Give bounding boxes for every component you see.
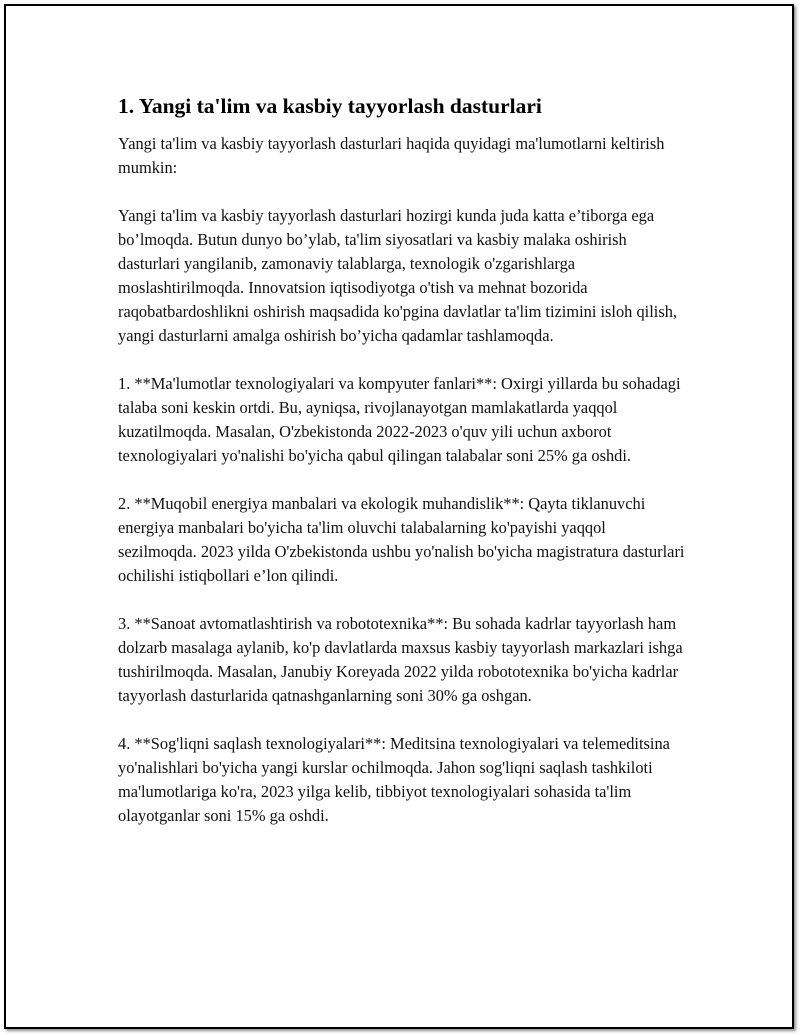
list-item-1: 1. **Ma'lumotlar texnologiyalari va kompyuter fanlari**: Oxirgi yillarda bu sohadagi talaba soni keskin ortdi. Bu, ayniqsa, rivojlanayotgan mamlakatlarda yaqqol kuzatilmoqda. Masalan, O'zbekistonda 2022-2023 o'quv yili uchun axborot texnologiyalari yo'nalishi bo'yicha qabul qilingan talabalar soni 25% ga oshdi.	[118, 374, 681, 465]
document-title: 1. Yangi ta'lim va kasbiy tayyorlash dasturlari	[118, 94, 542, 118]
list-item-4: 4. **Sog'liqni saqlash texnologiyalari**: Meditsina texnologiyalari va telemeditsina yo'nalishlari bo'yicha yangi kurslar ochilmoqda. Jahon sog'liqni saqlash tashkiloti ma'lumotlariga ko'ra, 2023 yilga kelib, tibbiyot texnologiyalari sohasida ta'lim olayotganlar soni 15% ga oshdi.	[118, 734, 670, 825]
document-body	[118, 92, 688, 852]
list-item-2: 2. **Muqobil energiya manbalari va ekologik muhandislik**: Qayta tiklanuvchi energiya manbalari bo'yicha ta'lim oluvchi talabalarning ko'payishi yaqqol sezilmoqda. 2023 yilda O'zbekistonda ushbu yo'nalish bo'yicha magistratura dasturlari ochilishi istiqbollari e’lon qilindi.	[118, 494, 685, 585]
intro-paragraph: Yangi ta'lim va kasbiy tayyorlash dasturlari haqida quyidagi ma'lumotlarni keltirish mumkin:	[118, 134, 665, 177]
list-item-3: 3. **Sanoat avtomatlashtirish va robototexnika**: Bu sohada kadrlar tayyorlash ham dolzarb masalaga aylanib, ko'p davlatlarda maxsus kasbiy tayyorlash markazlari ishga tushirilmoqda. Masalan, Janubiy Koreyada 2022 yilda robototexnika bo'yicha kadrlar tayyorlash dasturlarida qatnashganlarning soni 30% ga oshgan.	[118, 614, 683, 705]
overview-paragraph: Yangi ta'lim va kasbiy tayyorlash dasturlari hozirgi kunda juda katta e’tiborga ega bo’lmoqda. Butun dunyo bo’ylab, ta'lim siyosatlari va kasbiy malaka oshirish dasturlari yangilanib, zamonaviy talablarga, texnologik o'zgarishlarga moslashtirilmoqda. Innovatsion iqtisodiyotga o'tish va mehnat bozorida raqobatbardoshlikni oshirish maqsadida ko'pgina davlatlar ta'lim tizimini isloh qilish, yangi dasturlarni amalga oshirish bo’yicha qadamlar tashlamoqda.	[118, 206, 678, 345]
